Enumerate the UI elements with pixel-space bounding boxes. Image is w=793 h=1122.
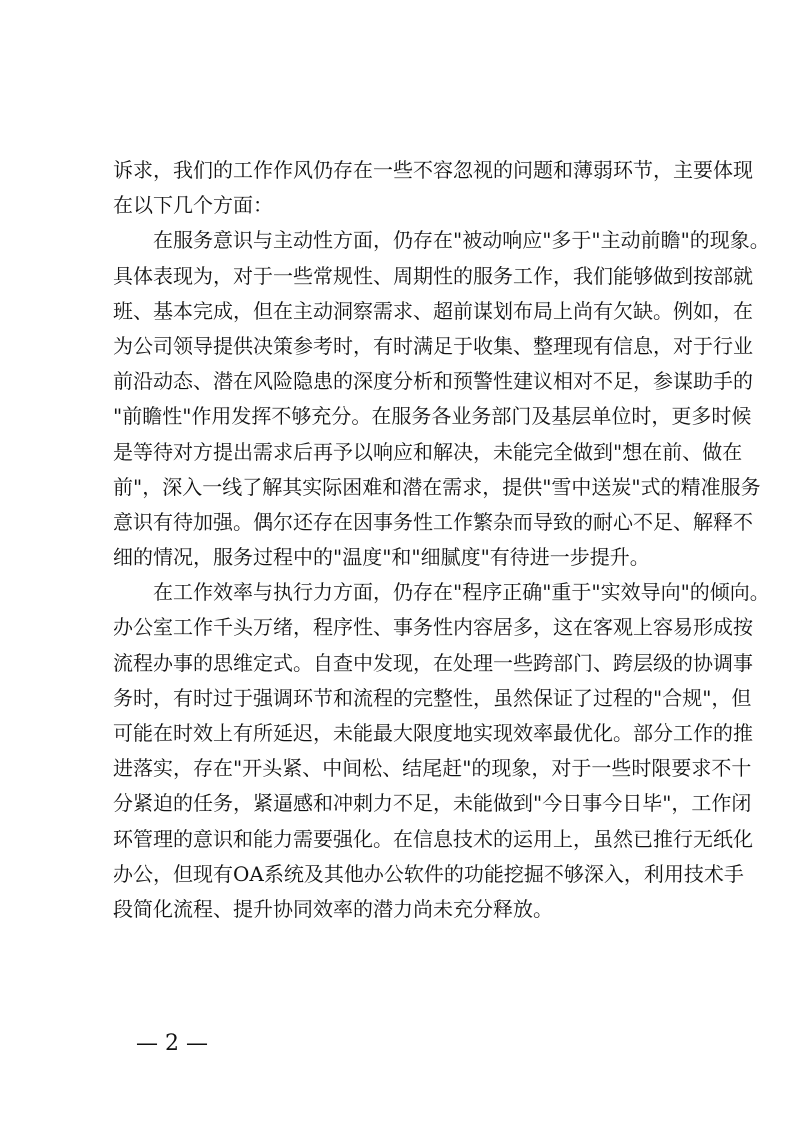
text-line: 段简化流程、提升协同效率的潜力尚未充分释放。 bbox=[113, 896, 553, 921]
text-line: 是等待对方提出需求后再予以响应和解决，未能完全做到"想在前、做在 bbox=[113, 439, 743, 464]
text-line: 在以下几个方面： bbox=[113, 193, 273, 218]
text-line: 进落实，存在"开头紧、中间松、结尾赶"的现象，对于一些时限要求不十 bbox=[113, 756, 752, 781]
page-number: — 2 — bbox=[136, 1031, 208, 1056]
text-line: 诉求，我们的工作作风仍存在一些不容忽视的问题和薄弱环节，主要体现 bbox=[113, 158, 753, 182]
text-line: 办公室工作千头万绪，程序性、事务性内容居多，这在客观上容易形成按 bbox=[113, 615, 753, 640]
text-line: 可能在时效上有所延迟，未能最大限度地实现效率最优化。部分工作的推 bbox=[113, 721, 753, 745]
text-line: "前瞻性"作用发挥不够充分。在服务各业务部门及基层单位时，更多时候 bbox=[113, 404, 752, 429]
text-line: 为公司领导提供决策参考时，有时满足于收集、整理现有信息，对于行业 bbox=[113, 333, 753, 358]
text-line: 分紧迫的任务，紧逼感和冲刺力不足，未能做到"今日事今日毕"，工作闭 bbox=[113, 791, 752, 816]
text-line: 具体表现为，对于一些常规性、周期性的服务工作，我们能够做到按部就 bbox=[113, 263, 753, 288]
text-line: 细的情况，服务过程中的"温度"和"细腻度"有待进一步提升。 bbox=[113, 545, 650, 570]
text-line: 班、基本完成，但在主动洞察需求、超前谋划布局上尚有欠缺。例如，在 bbox=[113, 298, 753, 323]
text-line: 办公，但现有OA系统及其他办公软件的功能挖掘不够深入，利用技术手 bbox=[113, 861, 744, 886]
text-line: 前"，深入一线了解其实际困难和潜在需求，提供"雪中送炭"式的精准服务 bbox=[113, 474, 761, 499]
text-line: 环管理的意识和能力需要强化。在信息技术的运用上，虽然已推行无纸化 bbox=[113, 826, 753, 851]
text-line: 在服务意识与主动性方面，仍存在"被动响应"多于"主动前瞻"的现象。 bbox=[113, 228, 770, 253]
document-body bbox=[113, 153, 770, 927]
text-line: 在工作效率与执行力方面，仍存在"程序正确"重于"实效导向"的倾向。 bbox=[113, 580, 770, 605]
text-line: 前沿动态、潜在风险隐患的深度分析和预警性建议相对不足，参谋助手的 bbox=[113, 369, 753, 394]
text-line: 流程办事的思维定式。自查中发现，在处理一些跨部门、跨层级的协调事 bbox=[113, 650, 753, 675]
text-line: 意识有待加强。偶尔还存在因事务性工作繁杂而导致的耐心不足、解释不 bbox=[113, 509, 753, 534]
text-line: 务时，有时过于强调环节和流程的完整性，虽然保证了过程的"合规"，但 bbox=[113, 685, 752, 710]
